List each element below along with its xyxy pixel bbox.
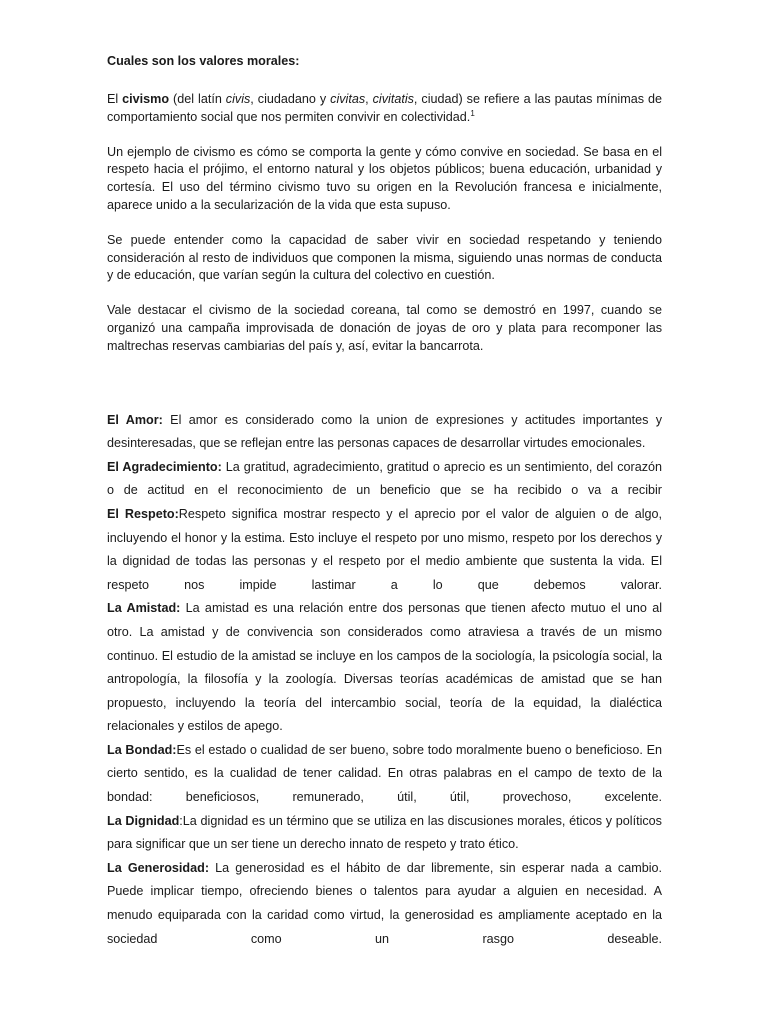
document-title: Cuales son los valores morales: bbox=[107, 54, 300, 68]
value-bondad bbox=[107, 739, 662, 810]
civismo-paragraph-2: Un ejemplo de civismo es cómo se comporta la gente y cómo convive en sociedad. Se basa en el respeto hacia el prójimo, el entorno natural y los objetos públicos; buena educación, urbanidad y cortesía. El uso del término civismo tuvo su origen en la Revolución francesa e inicialmente, aparece unido a la secularización de la vida que esta supuso. bbox=[107, 144, 662, 212]
value-definition: La generosidad es el hábito de dar libremente, sin esperar nada a cambio. Puede implicar tiempo, ofreciendo bienes o talentos para ayudar a alguien en necesidad. A menudo equiparada con la caridad como virtud, la generosidad es ampliamente aceptado en la sociedad como un rasgo deseable. bbox=[107, 860, 662, 946]
values-section bbox=[107, 409, 662, 952]
value-amor bbox=[107, 409, 662, 456]
value-definition: :La dignidad es un término que se utiliza en las discusiones morales, éticos y políticos para significar que un ser tiene un derecho innato de respeto y trato ético. bbox=[107, 813, 662, 852]
civismo-term: civismo bbox=[122, 92, 170, 106]
value-definition: La amistad es una relación entre dos personas que tienen afecto mutuo el uno al otro. La amistad y de convivencia son considerados como atraviesa a través de un mismo continuo. El estudio de la amistad se incluye en los campos de la sociología, la psicología social, la antropología, la filosofía y la zoología. Diversas teorías académicas de amistad que se han propuesto, incluyendo la teoría del intercambio social, teoría de la equidad, la dialéctica relacionales y estilos de apego. bbox=[107, 601, 663, 734]
value-term: La Bondad: bbox=[107, 742, 177, 757]
value-amistad bbox=[107, 597, 662, 739]
text-run: , bbox=[365, 92, 373, 106]
civismo-paragraph-4: Vale destacar el civismo de la sociedad coreana, tal como se demostró en 1997, cuando se organizó una campaña improvisada de donación de joyas de oro y plata para recomponer las maltrechas reservas cambiarias del país y, así, evitar la bancarrota. bbox=[107, 303, 662, 353]
value-term: La Dignidad bbox=[107, 813, 180, 828]
value-definition: La gratitud, agradecimiento, gratitud o aprecio es un sentimiento, del corazón o de actitud en el reconocimiento de un beneficio que se ha recibido o va a recibir bbox=[107, 459, 662, 498]
latin-word: civitatis bbox=[372, 92, 414, 106]
text-run: (del latín bbox=[169, 92, 226, 106]
value-term: La Amistad: bbox=[107, 601, 181, 616]
text-run: El bbox=[107, 92, 123, 106]
value-agradecimiento bbox=[107, 456, 662, 503]
value-definition: El amor es considerado como la union de expresiones y actitudes importantes y desinteresadas, que se reflejan entre las personas capaces de desarrollar virtudes emocionales. bbox=[107, 412, 662, 451]
section-spacer bbox=[107, 373, 662, 409]
civismo-paragraph-3: Se puede entender como la capacidad de saber vivir en sociedad respetando y teniendo consideración al resto de individuos que componen la misma, siguiendo unas normas de conducta y de educación, que varían según la cultura del colectivo en cuestión. bbox=[107, 232, 662, 283]
value-term: La Generosidad: bbox=[107, 860, 210, 875]
document-page bbox=[107, 52, 662, 951]
text-run: , ciudad) se refiere a las pautas mínimas de comportamiento social que nos permiten convivir en colectividad. bbox=[107, 92, 662, 124]
latin-word: civis bbox=[225, 92, 251, 106]
value-definition: Es el estado o cualidad de ser bueno, sobre todo moralmente bueno o beneficioso. En cierto sentido, es la cualidad de tener calidad. En otras palabras en el campo de texto de la bondad: beneficiosos, remunerado, útil, útil, provechoso, excelente. bbox=[107, 742, 662, 805]
value-term: El Agradecimiento: bbox=[107, 459, 222, 474]
value-term: El Amor: bbox=[107, 412, 163, 427]
civismo-paragraph-1 bbox=[107, 91, 662, 127]
value-respeto bbox=[107, 503, 662, 597]
footnote-marker: 1 bbox=[470, 108, 475, 118]
latin-word: civitas bbox=[330, 92, 366, 106]
value-dignidad bbox=[107, 810, 662, 857]
value-term: El Respeto: bbox=[107, 506, 179, 521]
text-run: , ciudadano y bbox=[250, 92, 331, 106]
value-definition: Respeto significa mostrar respecto y el aprecio por el valor de alguien o de algo, incluyendo el honor y la estima. Esto incluye el respeto por uno mismo, respeto por los derechos y la dignidad de todas las personas y el respeto por el medio ambiente que sustenta la vida. El respeto nos impide lastimar a lo que debemos valorar. bbox=[107, 506, 662, 592]
value-generosidad bbox=[107, 857, 662, 951]
